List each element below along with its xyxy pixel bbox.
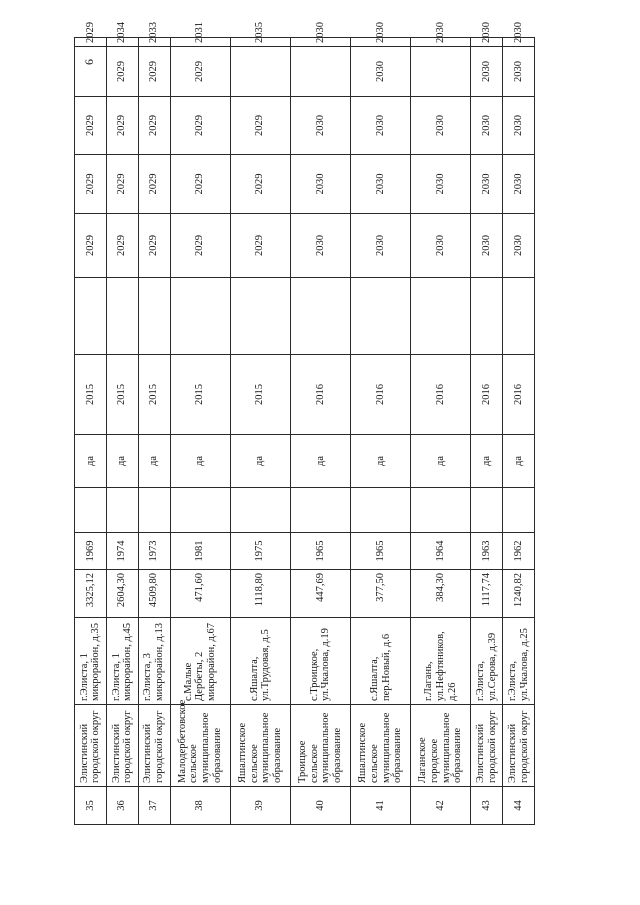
overhaul-year-cell: 2015 — [230, 355, 290, 435]
plan-year-cell: 2029 — [138, 155, 170, 214]
plan-year-cell: 2030 — [503, 155, 535, 214]
table-row — [170, 38, 230, 825]
plan-year-cell: 2030 — [471, 38, 503, 47]
row-number: 42 — [411, 787, 471, 825]
plan-year-cell: 2035 — [230, 38, 290, 47]
empty-cell — [411, 278, 471, 355]
flag-cell: да — [350, 435, 410, 488]
address-cell: г.Элиста, 3 микрорайон, д.13 — [138, 618, 170, 705]
area-cell: 384,30 — [411, 570, 471, 618]
plan-year-cell: 2029 — [106, 47, 138, 97]
empty-cell — [471, 488, 503, 533]
table-row — [350, 38, 410, 825]
empty-cell — [170, 488, 230, 533]
overhaul-year-cell: 2016 — [411, 355, 471, 435]
empty-cell — [230, 488, 290, 533]
flag-cell: да — [138, 435, 170, 488]
build-year-cell: 1974 — [106, 533, 138, 570]
plan-year-cell — [75, 47, 107, 97]
build-year-cell: 1963 — [471, 533, 503, 570]
empty-cell — [290, 488, 350, 533]
table-row — [75, 38, 107, 825]
area-cell: 447,69 — [290, 570, 350, 618]
empty-cell — [350, 488, 410, 533]
empty-cell — [503, 488, 535, 533]
row-number: 40 — [290, 787, 350, 825]
address-cell: г.Элиста, ул.Чкалова, д.25 — [503, 618, 535, 705]
flag-cell: да — [106, 435, 138, 488]
empty-cell — [411, 488, 471, 533]
empty-cell — [471, 278, 503, 355]
plan-year-cell: 2030 — [471, 155, 503, 214]
plan-year-cell: 2029 — [138, 47, 170, 97]
plan-year-cell: 2029 — [106, 97, 138, 155]
overhaul-year-cell: 2015 — [138, 355, 170, 435]
plan-year-cell: 2029 — [75, 38, 107, 47]
empty-cell — [75, 278, 107, 355]
municipality-cell: Яшалтинское сельское муниципальное образование — [350, 705, 410, 787]
municipality-cell: Элистинский городской округ — [503, 705, 535, 787]
table-row — [290, 38, 350, 825]
empty-cell — [75, 488, 107, 533]
build-year-cell: 1975 — [230, 533, 290, 570]
table-row — [138, 38, 170, 825]
plan-year-cell: 2030 — [350, 155, 410, 214]
row-number: 36 — [106, 787, 138, 825]
plan-year-cell — [230, 47, 290, 97]
build-year-cell: 1981 — [170, 533, 230, 570]
address-cell: с.Яшалта, ул.Трудовая, д.5 — [230, 618, 290, 705]
plan-year-cell: 2029 — [138, 97, 170, 155]
empty-cell — [106, 488, 138, 533]
municipality-cell: Яшалтинское сельское муниципальное образование — [230, 705, 290, 787]
plan-year-cell: 2030 — [411, 155, 471, 214]
build-year-cell: 1964 — [411, 533, 471, 570]
flag-cell: да — [290, 435, 350, 488]
plan-year-cell: 2029 — [170, 47, 230, 97]
table-row — [230, 38, 290, 825]
plan-year-cell: 2029 — [230, 97, 290, 155]
table-row — [411, 38, 471, 825]
empty-cell — [106, 278, 138, 355]
plan-year-cell — [411, 47, 471, 97]
plan-year-cell: 2030 — [411, 97, 471, 155]
flag-cell: да — [411, 435, 471, 488]
empty-cell — [138, 278, 170, 355]
area-cell: 1117,74 — [471, 570, 503, 618]
housing-register-table — [74, 22, 535, 825]
row-number: 41 — [350, 787, 410, 825]
empty-cell — [138, 488, 170, 533]
plan-year-cell: 2029 — [106, 214, 138, 278]
empty-cell — [350, 278, 410, 355]
municipality-cell: Элистинский городской округ — [138, 705, 170, 787]
plan-year-cell: 2030 — [503, 214, 535, 278]
page-number: 6 — [82, 59, 96, 65]
plan-year-cell: 2030 — [471, 47, 503, 97]
plan-year-cell: 2030 — [290, 38, 350, 47]
row-number: 37 — [138, 787, 170, 825]
flag-cell: да — [503, 435, 535, 488]
overhaul-year-cell: 2015 — [106, 355, 138, 435]
build-year-cell: 1965 — [290, 533, 350, 570]
overhaul-year-cell: 2016 — [290, 355, 350, 435]
plan-year-cell: 2029 — [170, 97, 230, 155]
row-number: 38 — [170, 787, 230, 825]
row-number: 39 — [230, 787, 290, 825]
plan-year-cell: 2030 — [350, 47, 410, 97]
area-cell: 1240,82 — [503, 570, 535, 618]
flag-cell: да — [471, 435, 503, 488]
plan-year-cell: 2029 — [75, 97, 107, 155]
build-year-cell: 1962 — [503, 533, 535, 570]
area-cell: 471,60 — [170, 570, 230, 618]
area-cell: 3325,12 — [75, 570, 107, 618]
plan-year-cell: 2029 — [75, 214, 107, 278]
flag-cell: да — [170, 435, 230, 488]
address-cell: с.Яшалта, пер.Новый, д.6 — [350, 618, 410, 705]
municipality-cell: Малодербетовское сельское муниципальное образование — [170, 705, 230, 787]
plan-year-cell: 2029 — [170, 214, 230, 278]
address-cell: с.Малые Дербеты, 2 микрорайон, д.67 — [170, 618, 230, 705]
row-number: 35 — [75, 787, 107, 825]
address-cell: г.Элиста, 1 микрорайон, д.45 — [106, 618, 138, 705]
rotated-page — [74, 22, 535, 825]
overhaul-year-cell: 2016 — [503, 355, 535, 435]
plan-year-cell: 2030 — [290, 97, 350, 155]
build-year-cell: 1965 — [350, 533, 410, 570]
municipality-cell: Троицкое сельское муниципальное образование — [290, 705, 350, 787]
empty-cell — [170, 278, 230, 355]
empty-cell — [230, 278, 290, 355]
plan-year-cell: 2030 — [350, 38, 410, 47]
plan-year-cell: 2030 — [503, 47, 535, 97]
row-number: 44 — [503, 787, 535, 825]
area-cell: 2604,30 — [106, 570, 138, 618]
empty-cell — [503, 278, 535, 355]
plan-year-cell: 2030 — [471, 214, 503, 278]
plan-year-cell: 2030 — [290, 214, 350, 278]
plan-year-cell: 2030 — [411, 214, 471, 278]
overhaul-year-cell: 2016 — [471, 355, 503, 435]
plan-year-cell — [290, 47, 350, 97]
plan-year-cell: 2033 — [138, 38, 170, 47]
plan-year-cell: 2031 — [170, 38, 230, 47]
plan-year-cell: 2030 — [411, 38, 471, 47]
plan-year-cell: 2030 — [350, 214, 410, 278]
plan-year-cell: 2030 — [471, 97, 503, 155]
plan-year-cell: 2029 — [138, 214, 170, 278]
plan-year-cell: 2029 — [230, 214, 290, 278]
address-cell: г.Элиста, 1 микрорайон, д.35 — [75, 618, 107, 705]
empty-cell — [290, 278, 350, 355]
table-row — [503, 38, 535, 825]
plan-year-cell: 2030 — [290, 155, 350, 214]
area-cell: 1118,80 — [230, 570, 290, 618]
municipality-cell: Элистинский городской округ — [75, 705, 107, 787]
overhaul-year-cell: 2015 — [75, 355, 107, 435]
plan-year-cell: 2030 — [350, 97, 410, 155]
area-cell: 377,50 — [350, 570, 410, 618]
table-row — [106, 38, 138, 825]
build-year-cell: 1973 — [138, 533, 170, 570]
plan-year-cell: 2029 — [230, 155, 290, 214]
address-cell: г.Элиста, ул.Серова, д.39 — [471, 618, 503, 705]
overhaul-year-cell: 2015 — [170, 355, 230, 435]
municipality-cell: Элистинский городской округ — [106, 705, 138, 787]
plan-year-cell: 2030 — [503, 38, 535, 47]
build-year-cell: 1969 — [75, 533, 107, 570]
address-cell: г.Лагань, ул.Нефтяников, д.26 — [411, 618, 471, 705]
plan-year-cell: 2034 — [106, 38, 138, 47]
area-cell: 4509,80 — [138, 570, 170, 618]
plan-year-cell: 2029 — [106, 155, 138, 214]
plan-year-cell: 2030 — [503, 97, 535, 155]
row-number: 43 — [471, 787, 503, 825]
municipality-cell: Лаганское городское муниципальное образование — [411, 705, 471, 787]
plan-year-cell: 2029 — [75, 155, 107, 214]
table-row — [471, 38, 503, 825]
flag-cell: да — [75, 435, 107, 488]
municipality-cell: Элистинский городской округ — [471, 705, 503, 787]
plan-year-cell: 2029 — [170, 155, 230, 214]
address-cell: с.Троицкое, ул.Чкалова, д.19 — [290, 618, 350, 705]
overhaul-year-cell: 2016 — [350, 355, 410, 435]
flag-cell: да — [230, 435, 290, 488]
